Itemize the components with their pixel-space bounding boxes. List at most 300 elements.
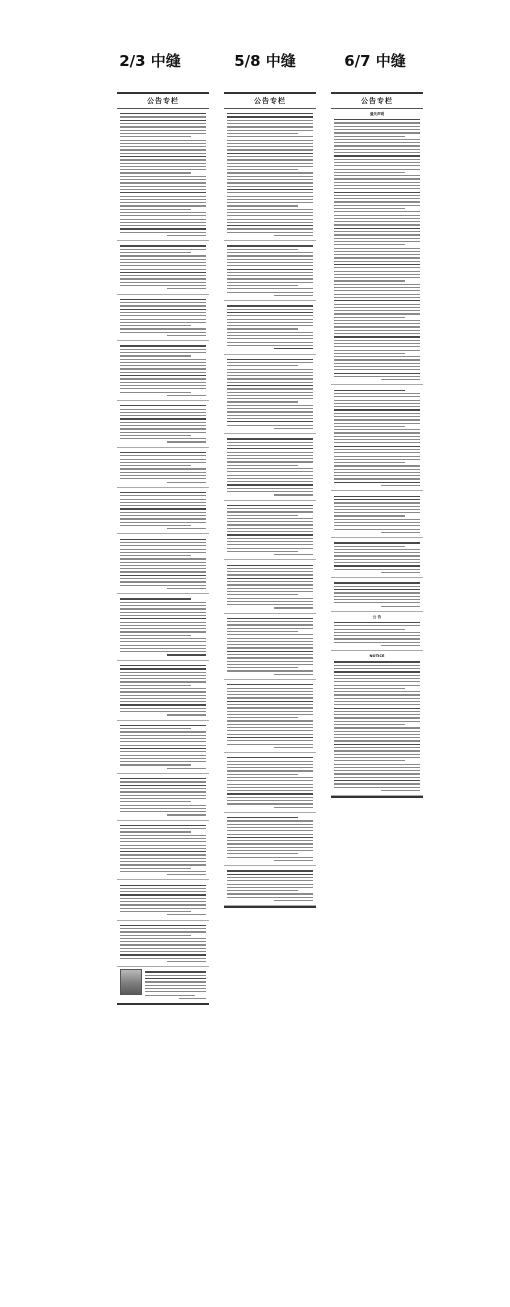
- text-line: [227, 215, 313, 216]
- text-line: [227, 325, 313, 326]
- text-line: [334, 159, 420, 160]
- text-line: [120, 315, 206, 316]
- text-line: [227, 717, 298, 718]
- text-line: [120, 215, 206, 216]
- text-line: [145, 981, 206, 982]
- text-line: [334, 522, 420, 523]
- text-line: [334, 129, 420, 130]
- text-line: [381, 379, 420, 380]
- notice-body: [334, 496, 420, 534]
- text-line: [334, 169, 420, 170]
- text-line: [227, 591, 313, 592]
- text-line: [334, 396, 420, 397]
- text-line: [120, 904, 206, 905]
- notice-block: [331, 612, 423, 651]
- text-line: [334, 691, 420, 692]
- text-line: [120, 415, 206, 416]
- text-line: [227, 884, 313, 885]
- text-line: [334, 767, 420, 768]
- text-line: [120, 405, 206, 406]
- text-line: [227, 820, 313, 821]
- text-line: [334, 136, 405, 137]
- text-line: [120, 755, 206, 756]
- text-line: [120, 438, 206, 439]
- text-line: [334, 185, 420, 186]
- notice-column-middle: [224, 92, 316, 1257]
- text-line: [120, 302, 206, 303]
- text-line: [227, 272, 313, 273]
- notice-body: [227, 438, 313, 495]
- notice-body: [227, 565, 313, 609]
- text-line: [334, 373, 420, 374]
- text-line: [120, 222, 206, 223]
- text-line: [334, 333, 420, 334]
- text-line: [334, 251, 420, 252]
- text-line: [227, 834, 313, 835]
- text-line: [334, 452, 420, 453]
- text-line: [120, 299, 206, 300]
- text-line: [334, 724, 405, 725]
- text-line: [227, 408, 313, 409]
- text-line: [227, 767, 313, 768]
- notice-block: [117, 448, 209, 488]
- text-line: [274, 348, 313, 349]
- text-line: [334, 139, 420, 140]
- text-line: [120, 508, 206, 509]
- text-line: [120, 625, 206, 626]
- text-line: [227, 847, 313, 848]
- text-line: [120, 935, 191, 936]
- text-line: [120, 372, 206, 373]
- text-line: [227, 734, 313, 735]
- text-line: [227, 830, 313, 831]
- text-line: [227, 578, 313, 579]
- text-line: [334, 330, 420, 331]
- text-line: [227, 172, 313, 173]
- text-line: [120, 172, 191, 173]
- text-line: [334, 734, 420, 735]
- text-line: [120, 502, 206, 503]
- text-line: [227, 179, 313, 180]
- text-line: [227, 319, 313, 320]
- text-line: [120, 472, 206, 473]
- text-line: [227, 196, 313, 197]
- text-line: [120, 648, 206, 649]
- text-line: [227, 278, 313, 279]
- text-line: [334, 472, 420, 473]
- text-line: [227, 143, 313, 144]
- notice-block: [224, 434, 316, 500]
- text-line: [334, 126, 420, 127]
- notice-block: [224, 301, 316, 354]
- text-line: [227, 714, 313, 715]
- text-line: [120, 725, 206, 726]
- text-line: [120, 845, 206, 846]
- text-line: [120, 182, 206, 183]
- text-line: [227, 392, 313, 393]
- text-line: [120, 785, 206, 786]
- text-line: [334, 254, 420, 255]
- text-line: [227, 309, 313, 310]
- text-line: [227, 524, 313, 525]
- text-line: [120, 761, 206, 762]
- text-line: [334, 780, 420, 781]
- text-line: [120, 798, 206, 799]
- text-line: [334, 744, 420, 745]
- text-line: [227, 780, 313, 781]
- column-title: 公告专栏: [331, 94, 423, 109]
- text-line: [120, 698, 206, 699]
- text-line: [227, 252, 313, 253]
- text-line: [334, 241, 420, 242]
- text-line: [120, 422, 206, 423]
- text-line: [334, 409, 420, 410]
- text-line: [381, 532, 420, 533]
- text-line: [334, 519, 420, 520]
- text-line: [227, 518, 313, 519]
- text-line: [120, 888, 206, 889]
- text-line: [227, 398, 313, 399]
- text-line: [120, 701, 206, 702]
- text-line: [120, 378, 206, 379]
- text-line: [120, 638, 206, 639]
- text-line: [227, 182, 313, 183]
- column-bottom-rule: [224, 906, 316, 908]
- text-line: [120, 388, 206, 389]
- text-line: [120, 615, 206, 616]
- text-line: [334, 760, 405, 761]
- text-line: [334, 429, 420, 430]
- text-line: [227, 757, 313, 758]
- column-title: 公告专栏: [224, 94, 316, 109]
- text-line: [334, 119, 420, 120]
- text-line: [334, 475, 420, 476]
- text-line: [227, 484, 313, 485]
- text-line: [227, 322, 313, 323]
- notice-body: [334, 390, 420, 487]
- text-line: [334, 172, 405, 173]
- text-line: [334, 442, 420, 443]
- text-line: [120, 748, 206, 749]
- text-line: [227, 890, 298, 891]
- text-line: [334, 757, 420, 758]
- text-line: [227, 455, 313, 456]
- text-line: [274, 900, 313, 901]
- text-line: [227, 880, 313, 881]
- text-line: [334, 717, 420, 718]
- text-line: [120, 255, 206, 256]
- text-line: [334, 506, 420, 507]
- text-line: [334, 459, 420, 460]
- text-line: [334, 727, 420, 728]
- text-line: [227, 123, 313, 124]
- text-line: [334, 149, 420, 150]
- text-line: [145, 971, 206, 972]
- text-line: [334, 783, 420, 784]
- text-line: [227, 365, 298, 366]
- text-line: [227, 624, 313, 625]
- text-line: [334, 218, 420, 219]
- text-line: [120, 635, 191, 636]
- notice-body: [120, 405, 206, 443]
- text-line: [334, 290, 420, 291]
- header-label-5-8: 5/8 中缝: [234, 52, 296, 70]
- text-line: [120, 362, 206, 363]
- text-line: [227, 315, 313, 316]
- text-line: [334, 317, 405, 318]
- text-line: [227, 425, 313, 426]
- text-line: [334, 162, 420, 163]
- text-line: [227, 458, 313, 459]
- text-line: [334, 714, 420, 715]
- notice-block: [224, 355, 316, 435]
- text-line: [120, 392, 191, 393]
- text-line: [120, 628, 206, 629]
- text-line: [167, 441, 206, 442]
- text-line: [120, 868, 191, 869]
- text-line: [227, 531, 313, 532]
- text-line: [334, 363, 420, 364]
- text-line: [274, 235, 313, 236]
- text-line: [120, 831, 191, 832]
- notice-block: [117, 241, 209, 294]
- text-line: [381, 606, 420, 607]
- text-line: [381, 572, 420, 573]
- text-line: [227, 548, 313, 549]
- notice-block: [117, 721, 209, 774]
- text-line: [120, 425, 206, 426]
- text-line: [227, 126, 313, 127]
- text-line: [120, 365, 206, 366]
- text-line: [227, 790, 313, 791]
- text-line: [227, 720, 313, 721]
- text-line: [334, 376, 420, 377]
- text-line: [227, 285, 298, 286]
- text-line: [120, 309, 206, 310]
- text-line: [227, 442, 313, 443]
- text-line: [120, 901, 206, 902]
- text-line: [274, 607, 313, 608]
- text-line: [120, 764, 191, 765]
- text-line: [334, 390, 405, 391]
- text-line: [334, 456, 420, 457]
- text-line: [334, 393, 420, 394]
- text-line: [334, 694, 420, 695]
- text-line: [227, 146, 313, 147]
- notice-body: [227, 817, 313, 861]
- notice-body: [334, 542, 420, 573]
- notice-body: [334, 661, 420, 791]
- text-line: [120, 252, 191, 253]
- text-line: [334, 369, 420, 370]
- text-line: [227, 255, 313, 256]
- text-line: [120, 795, 206, 796]
- text-line: [227, 657, 313, 658]
- text-line: [334, 436, 420, 437]
- text-line: [334, 359, 420, 360]
- text-line: [227, 452, 313, 453]
- text-line: [227, 156, 313, 157]
- text-line: [120, 305, 206, 306]
- text-line: [120, 186, 206, 187]
- text-line: [334, 635, 420, 636]
- text-line: [334, 175, 420, 176]
- text-line: [120, 140, 206, 141]
- text-line: [227, 228, 313, 229]
- text-line: [274, 747, 313, 748]
- text-line: [334, 346, 420, 347]
- notice-body: [120, 539, 206, 590]
- text-line: [145, 991, 206, 992]
- text-line: [227, 362, 313, 363]
- text-line: [227, 711, 313, 712]
- notice-body: [120, 598, 206, 655]
- notice-body: [227, 245, 313, 296]
- text-line: [334, 565, 420, 566]
- text-line: [334, 313, 420, 314]
- text-line: [334, 215, 420, 216]
- text-line: [274, 860, 313, 861]
- text-line: [227, 438, 313, 439]
- notice-heading: 遗失声明: [369, 112, 385, 116]
- text-line: [334, 304, 420, 305]
- text-line: [120, 412, 206, 413]
- notice-block: [117, 534, 209, 594]
- text-line: [120, 278, 206, 279]
- text-line: [334, 274, 420, 275]
- text-line: [120, 608, 206, 609]
- notice-block: [224, 614, 316, 680]
- text-line: [120, 778, 206, 779]
- text-line: [145, 978, 206, 979]
- notice-block: [224, 241, 316, 301]
- text-line: [120, 894, 206, 895]
- text-line: [120, 146, 206, 147]
- notice-block: [117, 921, 209, 968]
- text-line: [227, 359, 313, 360]
- text-line: [120, 455, 206, 456]
- text-line: [227, 202, 313, 203]
- text-line: [227, 538, 313, 539]
- text-line: [227, 445, 313, 446]
- text-line: [334, 764, 420, 765]
- text-line: [334, 622, 420, 623]
- text-line: [227, 870, 313, 871]
- notice-block: [117, 295, 209, 342]
- text-line: [334, 638, 420, 639]
- text-line: [274, 674, 313, 675]
- text-line: [227, 475, 313, 476]
- text-line: [120, 328, 206, 329]
- text-line: [120, 232, 206, 233]
- text-line: [227, 800, 313, 801]
- text-line: [167, 482, 206, 483]
- text-line: [120, 199, 206, 200]
- text-line: [120, 539, 206, 540]
- text-line: [334, 750, 420, 751]
- text-line: [120, 382, 206, 383]
- text-line: [120, 931, 206, 932]
- text-line: [227, 774, 298, 775]
- text-line: [334, 681, 420, 682]
- text-line: [227, 259, 313, 260]
- text-line: [120, 265, 206, 266]
- text-line: [120, 731, 206, 732]
- text-line: [334, 773, 420, 774]
- text-line: [227, 448, 313, 449]
- notice-body: [227, 305, 313, 349]
- text-line: [334, 754, 420, 755]
- notice-body: [334, 582, 420, 606]
- text-line: [120, 228, 206, 229]
- text-line: [334, 201, 420, 202]
- text-line: [227, 628, 313, 629]
- text-line: [227, 205, 298, 206]
- text-line: [334, 599, 420, 600]
- text-line: [227, 761, 313, 762]
- text-line: [334, 546, 405, 547]
- text-line: [167, 768, 206, 769]
- notice-body: [120, 345, 206, 396]
- notice-block: [117, 661, 209, 721]
- obituary-text: [145, 969, 206, 1001]
- text-line: [145, 985, 206, 986]
- text-line: [334, 671, 420, 672]
- text-line: [120, 202, 206, 203]
- notice-body: [334, 119, 420, 380]
- notice-heading: 公 告: [372, 614, 382, 619]
- text-line: [120, 565, 206, 566]
- text-line: [227, 113, 313, 114]
- text-line: [120, 578, 206, 579]
- text-line: [120, 136, 191, 137]
- text-line: [120, 325, 191, 326]
- text-line: [334, 555, 420, 556]
- notice-body: [227, 113, 313, 236]
- text-line: [227, 684, 313, 685]
- text-line: [227, 827, 313, 828]
- text-line: [227, 209, 313, 210]
- text-line: [120, 558, 206, 559]
- text-line: [120, 938, 206, 939]
- notice-block: [117, 594, 209, 660]
- text-line: [120, 675, 206, 676]
- text-line: [381, 485, 420, 486]
- notice-block: [331, 651, 423, 796]
- text-line: [120, 948, 206, 949]
- text-line: [334, 122, 420, 123]
- text-line: [120, 368, 206, 369]
- text-line: [334, 165, 420, 166]
- text-line: [120, 954, 206, 955]
- text-line: [227, 395, 313, 396]
- text-line: [227, 219, 313, 220]
- text-line: [334, 685, 420, 686]
- text-line: [227, 787, 313, 788]
- text-line: [227, 468, 313, 469]
- text-line: [227, 740, 313, 741]
- text-line: [274, 807, 313, 808]
- text-line: [120, 269, 206, 270]
- text-line: [227, 727, 313, 728]
- text-line: [227, 574, 313, 575]
- text-line: [120, 163, 206, 164]
- text-line: [334, 221, 420, 222]
- text-line: [227, 604, 313, 605]
- text-line: [120, 811, 206, 812]
- notice-block: [224, 813, 316, 866]
- text-line: [120, 841, 206, 842]
